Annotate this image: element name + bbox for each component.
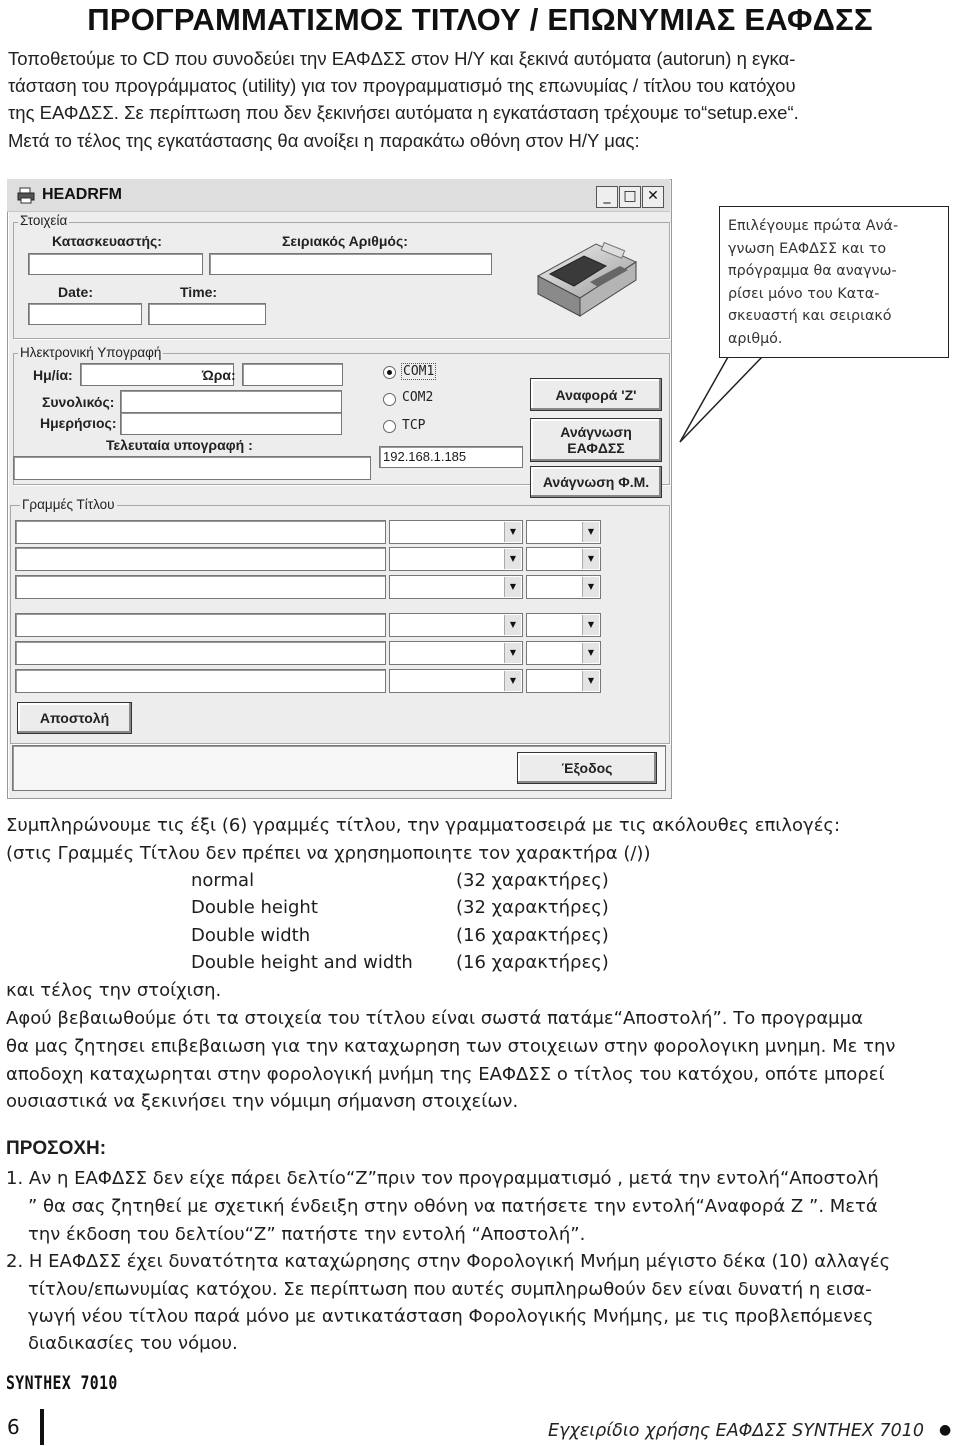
ip-address-input[interactable]: 192.168.1.185 [379,446,523,468]
group-signature-label: Ηλεκτρονική Υπογραφή [20,345,162,360]
exit-button[interactable]: Έξοδος [517,752,657,784]
time-field[interactable] [148,303,266,325]
intro-line: Τοποθετούμε το CD που συνοδεύει την ΕΑΦΔΣΣ στον Η/Υ και ξεκινά αυτόματα (autorun) η εγκα- [8,48,796,69]
font-option-chars: (16 χαρακτήρες) [456,925,609,946]
alignment-select[interactable] [526,641,601,665]
alignment-select[interactable] [526,547,601,571]
font-option-name: Double height and width [191,952,413,973]
date-label: Date: [58,284,94,300]
chevron-down-icon[interactable]: ▼ [504,522,521,542]
title-line-input[interactable] [15,669,386,693]
manual-title: Εγχειρίδιο χρήσης ΕΑΦΔΣΣ SYNTHEX 7010 [548,1421,924,1441]
chevron-down-icon[interactable]: ▼ [582,577,599,597]
hour-field[interactable] [242,363,343,386]
page-title: ΠΡΟΓΡΑΜΜΑΤΙΣΜΟΣ ΤΙΤΛΟΥ / ΕΠΩΝΥΜΙΑΣ ΕΑΦΔΣΣ [87,2,873,37]
read-fm-button[interactable]: Ανάγνωση Φ.Μ. [530,466,662,498]
instructions-line: (στις Γραμμές Τίτλου δεν πρέπει να χρησημοποιητε τον χαρακτήρα (/)) [6,843,651,864]
title-line-input[interactable] [15,575,386,599]
footer-divider [40,1409,44,1445]
cash-register-image [532,232,640,324]
alignment-select[interactable] [526,575,601,599]
title-line-input[interactable] [15,547,386,571]
printer-icon [17,186,35,204]
com1-radio[interactable] [383,366,396,379]
font-select[interactable] [389,641,523,665]
chevron-down-icon[interactable]: ▼ [504,615,521,635]
font-option-chars: (16 χαρακτήρες) [456,952,609,973]
font-option-chars: (32 χαρακτήρες) [456,897,609,918]
chevron-down-icon[interactable]: ▼ [504,577,521,597]
warning-line: γωγή νέου τίτλου παρά μόνο με αντικατάσταση Φορολογικής Μνήμης, με τις προβλεπόμενες [28,1306,874,1327]
brand-logo: SYNTHEX 7010 [6,1372,118,1394]
com1-label: COM1 [403,364,435,379]
daily-field[interactable] [120,412,342,435]
font-option-chars: (32 χαρακτήρες) [456,870,609,891]
window-title: HEADRFM [42,186,122,203]
maximize-button[interactable]: □ [619,186,641,208]
serial-label: Σειριακός Αριθμός: [282,233,408,249]
alignment-select[interactable] [526,613,601,637]
callout-line: σκευαστή και σειριακό [728,308,892,324]
font-select[interactable] [389,547,523,571]
group-stoixeia-label: Στοιχεία [20,213,68,228]
callout-note [719,206,949,358]
manufacturer-label: Κατασκευαστής: [52,233,162,249]
font-option-name: Double width [191,925,311,946]
tcp-label: TCP [402,418,426,433]
time-label: Time: [180,284,218,300]
tcp-radio[interactable] [383,420,396,433]
title-line-input[interactable] [15,520,386,544]
footer-bullet: ● [939,1422,952,1438]
page-number: 6 [7,1415,20,1439]
day-label: Ημ/ία: [33,367,73,383]
chevron-down-icon[interactable]: ▼ [582,522,599,542]
callout-line: αριθμό. [728,330,783,347]
send-button[interactable]: Αποστολή [17,702,132,734]
read-eafdss-line2: ΕΑΦΔΣΣ [567,440,625,456]
last-signature-label: Τελευταία υπογραφή : [106,437,253,453]
report-z-button[interactable]: Αναφορά 'Ζ' [530,378,662,411]
title-line-input[interactable] [15,641,386,665]
callout-line: γνωση ΕΑΦΔΣΣ και το [728,240,887,257]
date-field[interactable] [28,303,142,325]
callout-pointer [676,350,776,445]
intro-line: της ΕΑΦΔΣΣ. Σε περίπτωση που δεν ξεκινήσει αυτόματα η εγκατάσταση τρέχουμε το“setup.exe“. [8,102,799,123]
chevron-down-icon[interactable]: ▼ [582,643,599,663]
instructions-para-line: αποδοχη καταχωρηται στην φορολογική μνήμη της ΕΑΦΔΣΣ ο τίτλος του κατόχου, οπότε μπορεί [6,1064,885,1085]
instructions-line: Συμπληρώνουμε τις έξι (6) γραμμές τίτλου, την γραμματοσειρά με τις ακόλουθες επιλογές: [6,815,841,836]
group-title-lines-label: Γραμμές Τίτλου [22,497,115,512]
serial-field[interactable] [209,253,492,275]
warning-line: διαδικασίες του νόμου. [28,1333,238,1354]
hour-label: Ώρα: [202,367,236,383]
alignment-select[interactable] [526,669,601,693]
font-option-name: normal [191,870,255,891]
com2-radio[interactable] [383,393,396,406]
font-select[interactable] [389,613,523,637]
instructions-para-line: Αφού βεβαιωθούμε ότι τα στοιχεία του τίτλου είναι σωστά πατάμε“Αποστολή”. Το προγραμμα [6,1008,863,1029]
intro-line: Μετά το τέλος της εγκατάστασης θα ανοίξει η παρακάτω οθόνη στον Η/Υ μας: [8,130,640,151]
instructions-para-line: ουσιαστικά να ξεκινήσει την νόμιμη σήμανση στοιχείων. [6,1091,519,1112]
warning-heading: ΠΡΟΣΟΧΗ: [6,1138,107,1159]
instructions-line: και τέλος την στοίχιση. [6,980,222,1001]
chevron-down-icon[interactable]: ▼ [582,671,599,691]
chevron-down-icon[interactable]: ▼ [504,671,521,691]
read-eafdss-line1: Ανάγνωση [560,424,632,440]
close-button[interactable]: ✕ [642,186,664,208]
last-signature-field[interactable] [13,456,371,480]
minimize-button[interactable]: _ [596,186,618,208]
com2-label: COM2 [402,390,434,405]
read-eafdss-button[interactable] [530,418,662,462]
daily-label: Ημερήσιος: [40,415,117,431]
font-select[interactable] [389,520,523,544]
warning-line: ” θα σας ζητηθεί με σχετική ένδειξη στην οθόνη να πατήσετε την εντολή“Αναφορά Ζ ”. Μετά [28,1196,878,1217]
font-select[interactable] [389,669,523,693]
warning-line: 2. Η ΕΑΦΔΣΣ έχει δυνατότητα καταχώρησης στην Φορολογική Μνήμη μέγιστο δέκα (10) αλλαγές [6,1251,891,1272]
callout-line: πρόγραμμα θα αναγνω- [728,263,897,279]
chevron-down-icon[interactable]: ▼ [504,549,521,569]
callout-line: Επιλέγουμε πρώτα Ανά- [728,218,899,234]
font-option-name: Double height [191,897,318,918]
warning-line: την έκδοση του δελτίου“Ζ” πατήστε την εντολή “Αποστολή”. [28,1224,586,1245]
title-line-input[interactable] [15,613,386,637]
chevron-down-icon[interactable]: ▼ [582,615,599,635]
warning-line: 1. Αν η ΕΑΦΔΣΣ δεν είχε πάρει δελτίο“Ζ”πριν τον προγραμματισμό , μετά την εντολή“Αποστολή [6,1168,879,1189]
chevron-down-icon[interactable]: ▼ [582,549,599,569]
total-field[interactable] [120,390,342,413]
instructions-para-line: θα μας ζητησει επιβεβαιωση για την καταχωρηση των στοιχειων στην φορολογικη μνημη. Με την [6,1036,896,1057]
callout-line: ρίσει μόνο του Κατα- [728,285,880,302]
intro-line: τάσταση του προγράμματος (utility) για τον προγραμματισμό της επωνυμίας / τίτλου του κατόχου [8,75,796,96]
font-select[interactable] [389,575,523,599]
total-label: Συνολικός: [42,394,115,410]
warning-line: τίτλου/επωνυμίας κατόχου. Σε περίπτωση που αυτές συμπληρωθούν δεν είναι δυνατή η εισα- [28,1279,872,1300]
manufacturer-field[interactable] [28,253,203,275]
chevron-down-icon[interactable]: ▼ [504,643,521,663]
alignment-select[interactable] [526,520,601,544]
